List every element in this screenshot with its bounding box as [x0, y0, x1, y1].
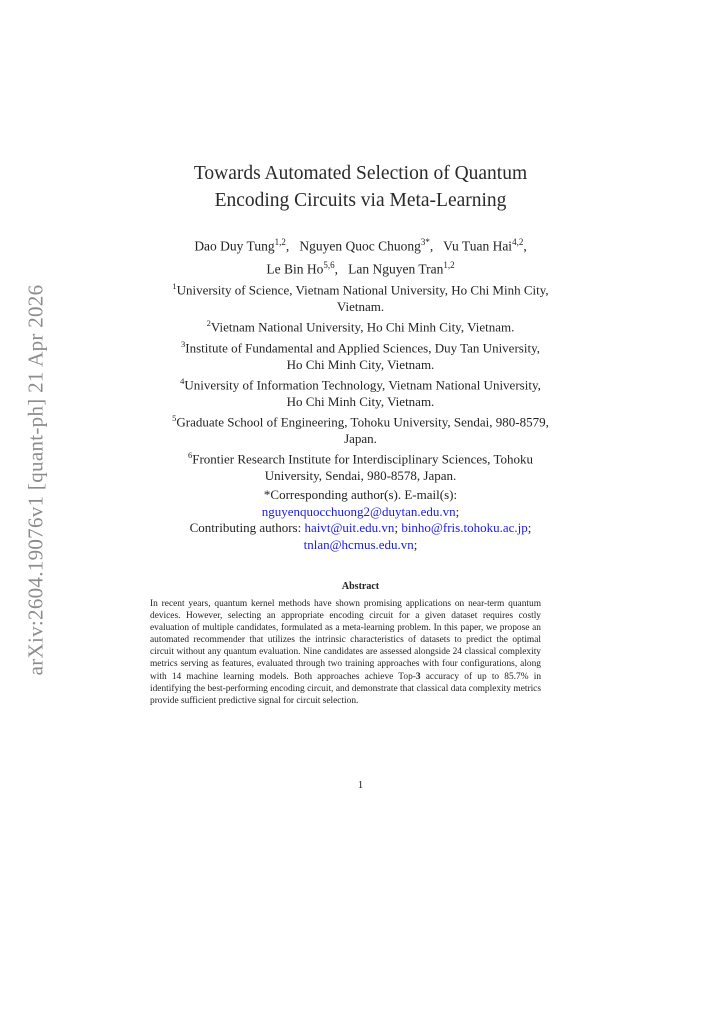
- affiliation-text: Institute of Fundamental and Applied Sciences, Duy Tan University,: [185, 340, 540, 356]
- author-affil-sup: 1,2: [443, 259, 455, 270]
- contributor-email-link[interactable]: tnlan@hcmus.edu.vn: [303, 536, 414, 552]
- affiliation-item: [0, 447, 721, 484]
- abstract-text: In recent years, quantum kernel methods have shown promising applications on near-term quantum devices. However, selecting an appropriate encoding circuit for a given dataset requires costly evaluation of multiple candidates, formulated as a meta-learning problem. In this paper, we propose an automated recommender that utilizes the intrinsic characteristics of datasets to predict the optimal circuit without any quantum evaluation. Nine candidates are assessed alongside 24 classical complexity metrics serving as features, evaluated through two training approaches with four configurations, along with 14 machine learning models. Both approaches achieve Top-: [150, 599, 541, 682]
- author-name: Nguyen Quoc Chuong: [299, 238, 421, 254]
- affiliation-text: University of Information Technology, Vietnam National University,: [184, 377, 541, 393]
- affiliation-sup: 5: [172, 413, 177, 424]
- author-sep: ,: [523, 238, 527, 254]
- author-line-1: [0, 233, 721, 256]
- author-affil-sup: 5,6: [323, 259, 335, 270]
- corresponding-email-line: [0, 504, 721, 521]
- email-separator: ;: [527, 520, 532, 535]
- author-affil-sup: 1,2: [274, 237, 286, 247]
- title-line-2: Encoding Circuits via Meta-Learning: [214, 190, 507, 211]
- author-name: Le Bin Ho: [266, 261, 324, 276]
- contributing-line: [0, 520, 721, 537]
- affiliation-item: [0, 278, 721, 315]
- affiliation-text: Frontier Research Institute for Interdisciplinary Sciences, Tohoku: [192, 451, 533, 467]
- author-line-2: [0, 256, 721, 279]
- contributing-label: Contributing authors:: [189, 520, 302, 535]
- affiliation-text: Vietnam.: [336, 298, 385, 314]
- author-sep: ,: [285, 238, 296, 254]
- affiliation-sup: 3: [181, 338, 186, 349]
- author-name: Vu Tuan Hai: [443, 238, 513, 254]
- arxiv-side-label: arXiv:2604.19076v1 [quant-ph] 21 Apr 2026: [23, 284, 48, 676]
- paper-title: [0, 160, 721, 214]
- email-separator: ;: [394, 520, 399, 535]
- affiliation-item: [0, 410, 721, 447]
- author-affil-sup: 4,2: [512, 237, 524, 247]
- affiliation-list: [0, 278, 721, 484]
- page-number: 1: [357, 779, 364, 791]
- affiliation-text: Japan.: [344, 430, 377, 446]
- abstract-bold-text: 3: [415, 671, 421, 682]
- title-line-1: Towards Automated Selection of Quantum: [193, 163, 528, 184]
- affiliation-text: Ho Chi Minh City, Vietnam.: [286, 356, 435, 372]
- affiliation-item: [0, 336, 721, 373]
- affiliation-sup: 4: [180, 376, 185, 387]
- affiliation-sup: 1: [172, 281, 177, 291]
- abstract-body: [150, 598, 541, 707]
- author-sep: ,: [334, 261, 345, 276]
- email-separator: ;: [413, 536, 418, 552]
- corresponding-label: *Corresponding author(s). E-mail(s):: [263, 487, 458, 502]
- author-name: Dao Duy Tung: [194, 238, 275, 254]
- affiliation-text: Vietnam National University, Ho Chi Minh City, Vietnam.: [210, 319, 515, 335]
- abstract-heading: Abstract: [341, 581, 380, 592]
- affiliation-text: University, Sendai, 980-8578, Japan.: [264, 468, 457, 484]
- contributor-email-link[interactable]: haivt@uit.edu.vn: [304, 520, 395, 535]
- affiliation-sup: 2: [206, 318, 211, 329]
- affiliation-item: [0, 373, 721, 410]
- affiliation-item: [0, 315, 721, 336]
- author-affil-sup: 3*: [420, 237, 430, 247]
- affiliation-text: University of Science, Vietnam National University, Ho Chi Minh City,: [176, 282, 549, 298]
- correspondence-block: [0, 487, 721, 553]
- contributing-line-2: [0, 537, 721, 554]
- affiliation-text: Graduate School of Engineering, Tohoku University, Sendai, 980-8579,: [176, 414, 549, 430]
- author-list: [0, 233, 721, 278]
- author-name: Lan Nguyen Tran: [348, 261, 444, 276]
- corresponding-email-link[interactable]: nguyenquocchuong2@duytan.edu.vn: [261, 503, 456, 519]
- abstract-text: accuracy of up to 85.7% in identifying the best-performing encoding circuit, and demonstrate that classical data complexity metrics provide sufficient predictive signal for circuit selection.: [150, 671, 542, 706]
- affiliation-text: Ho Chi Minh City, Vietnam.: [286, 393, 435, 409]
- affiliation-sup: 6: [188, 450, 193, 461]
- contributor-email-link[interactable]: binho@fris.tohoku.ac.jp: [401, 520, 528, 535]
- author-sep: ,: [429, 238, 440, 254]
- email-separator: ;: [455, 503, 460, 519]
